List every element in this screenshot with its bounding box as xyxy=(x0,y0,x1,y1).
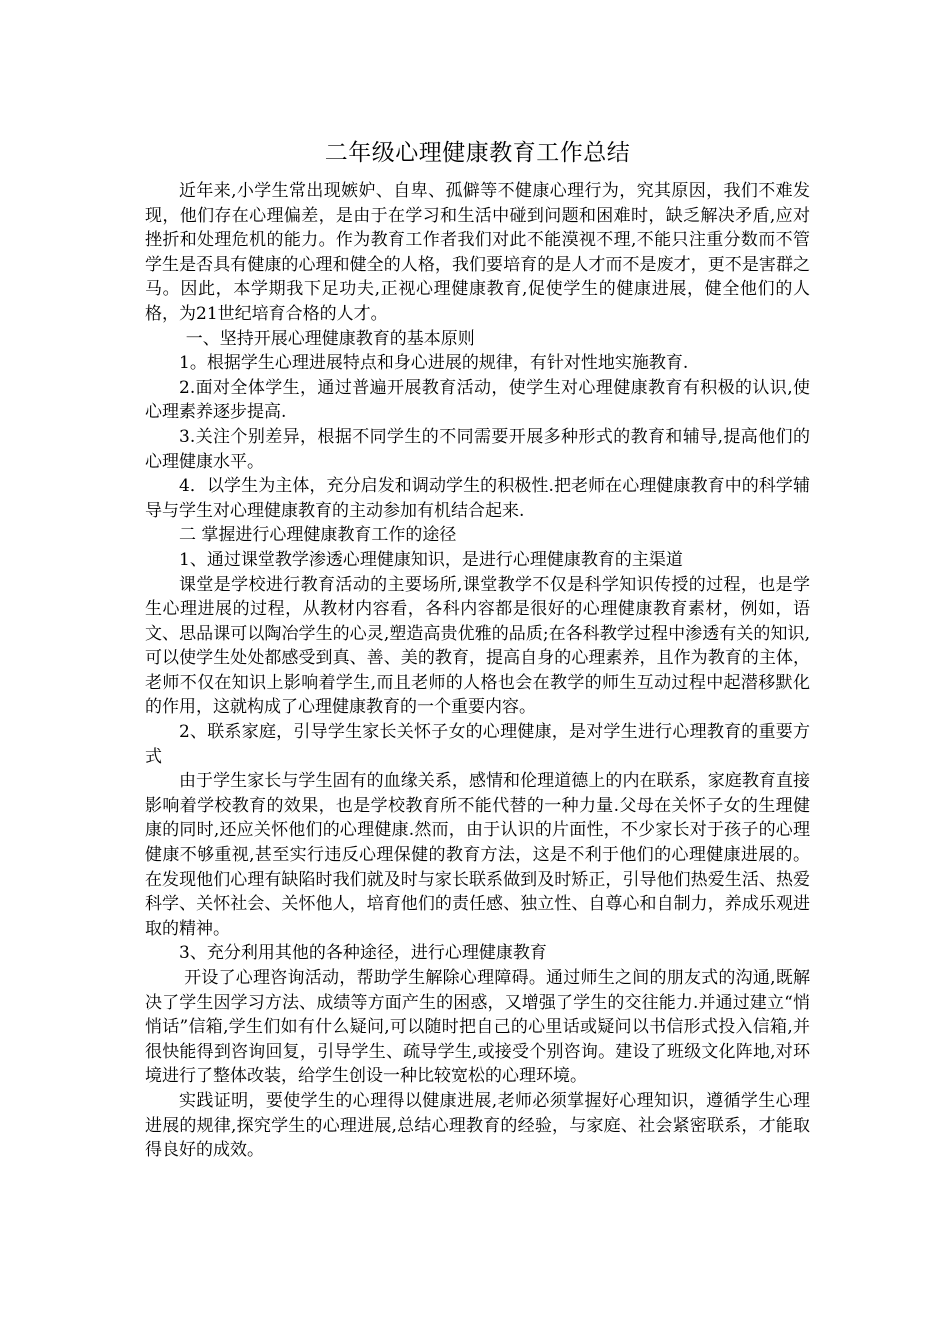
principle-item-3: 3.关注个别差异，根据不同学生的不同需要开展多种形式的教育和辅导,提高他们的心理健康水平。 xyxy=(145,426,810,472)
conclusion-paragraph: 实践证明，要使学生的心理得以健康进展,老师必须掌握好心理知识，遵循学生心理进展的规律,探究学生的心理进展,总结心理教育的经验，与家庭、社会紧密联系，才能取得良好的成效。 xyxy=(145,1090,810,1161)
approach-body-2: 由于学生家长与学生固有的血缘关系，感情和伦理道德上的内在联系，家庭教育直接影响着学校教育的效果，也是学校教育所不能代替的一种力量.父母在关怀子女的生理健康的同时,还应关怀他们的心理健康.然而，由于认识的片面性，不少家长对于孩子的心理健康不够重视,甚至实行违反心理保健的教育方法，这是不利于他们的心理健康进展的。在发现他们心理有缺陷时我们就及时与家长联系做到及时矫正，引导他们热爱生活、热爱科学、关怀社会、关怀他人，培育他们的责任感、独立性、自尊心和自制力，养成乐观进取的精神。 xyxy=(145,771,810,939)
document-title: 二年级心理健康教育工作总结 xyxy=(324,140,631,166)
approach-body-3: 开设了心理咨询活动，帮助学生解除心理障碍。通过师生之间的朋友式的沟通,既解决了学生因学习方法、成绩等方面产生的困惑，又增强了学生的交往能力.并通过建立“悄悄话”信箱,学生们如有什么疑问,可以随时把自己的心里话或疑问以书信形式投入信箱,并很快能得到咨询回复，引导学生、疏导学生,或接受个别咨询。建设了班级文化阵地,对环境进行了整体改装，给学生创设一种比较宽松的心理环境。 xyxy=(145,968,810,1087)
document-page xyxy=(145,133,810,1163)
intro-paragraph: 近年来,小学生常出现嫉妒、自卑、孤僻等不健康心理行为，究其原因，我们不难发现，他们存在心理偏差，是由于在学习和生活中碰到问题和困难时，缺乏解决矛盾,应对挫折和处理危机的能力。作为教育工作者我们对此不能漠视不理,不能只注重分数而不管学生是否具有健康的心理和健全的人格，我们要培育的是人才而不是废才，更不是害群之马。因此，本学期我下足功夫,正视心理健康教育,促使学生的健康进展，健全他们的人格，为21世纪培育合格的人才。 xyxy=(145,181,810,324)
principle-item-2: 2.面对全体学生，通过普遍开展教育活动，使学生对心理健康教育有积极的认识,使心理素养逐步提高. xyxy=(145,377,810,423)
principle-item-1: 1。根据学生心理进展特点和身心进展的规律，有针对性地实施教育. xyxy=(179,353,689,374)
approach-body-1: 课堂是学校进行教育活动的主要场所,课堂教学不仅是科学知识传授的过程，也是学生心理进展的过程，从教材内容看，各科内容都是很好的心理健康教育素材，例如，语文、思品课可以陶冶学生的心灵,塑造高贵优雅的品质;在各科教学过程中渗透有关的知识,可以使学生处处都感受到真、善、美的教育，提高自身的心理素养，且作为教育的主体，老师不仅在知识上影响着学生,而且老师的人格也会在教学的师生互动过程中起潜移默化的作用，这就构成了心理健康教育的一个重要内容。 xyxy=(145,574,810,718)
approach-heading-3: 3、充分利用其他的各种途径，进行心理健康教育 xyxy=(179,943,547,964)
approach-heading-2: 2、联系家庭，引导学生家长关怀子女的心理健康，是对学生进行心理教育的重要方式 xyxy=(145,722,810,767)
section-heading-principles: 一、坚持开展心理健康教育的基本原则 xyxy=(185,328,475,349)
section-heading-approaches: 二 掌握进行心理健康教育工作的途径 xyxy=(179,525,457,546)
approach-heading-1: 1、通过课堂教学渗透心理健康知识，是进行心理健康教育的主渠道 xyxy=(179,549,683,570)
principle-item-4: 4．以学生为主体，充分启发和调动学生的积极性.把老师在心理健康教育中的科学辅导与学生对心理健康教育的主动参加有机结合起来. xyxy=(145,476,810,521)
